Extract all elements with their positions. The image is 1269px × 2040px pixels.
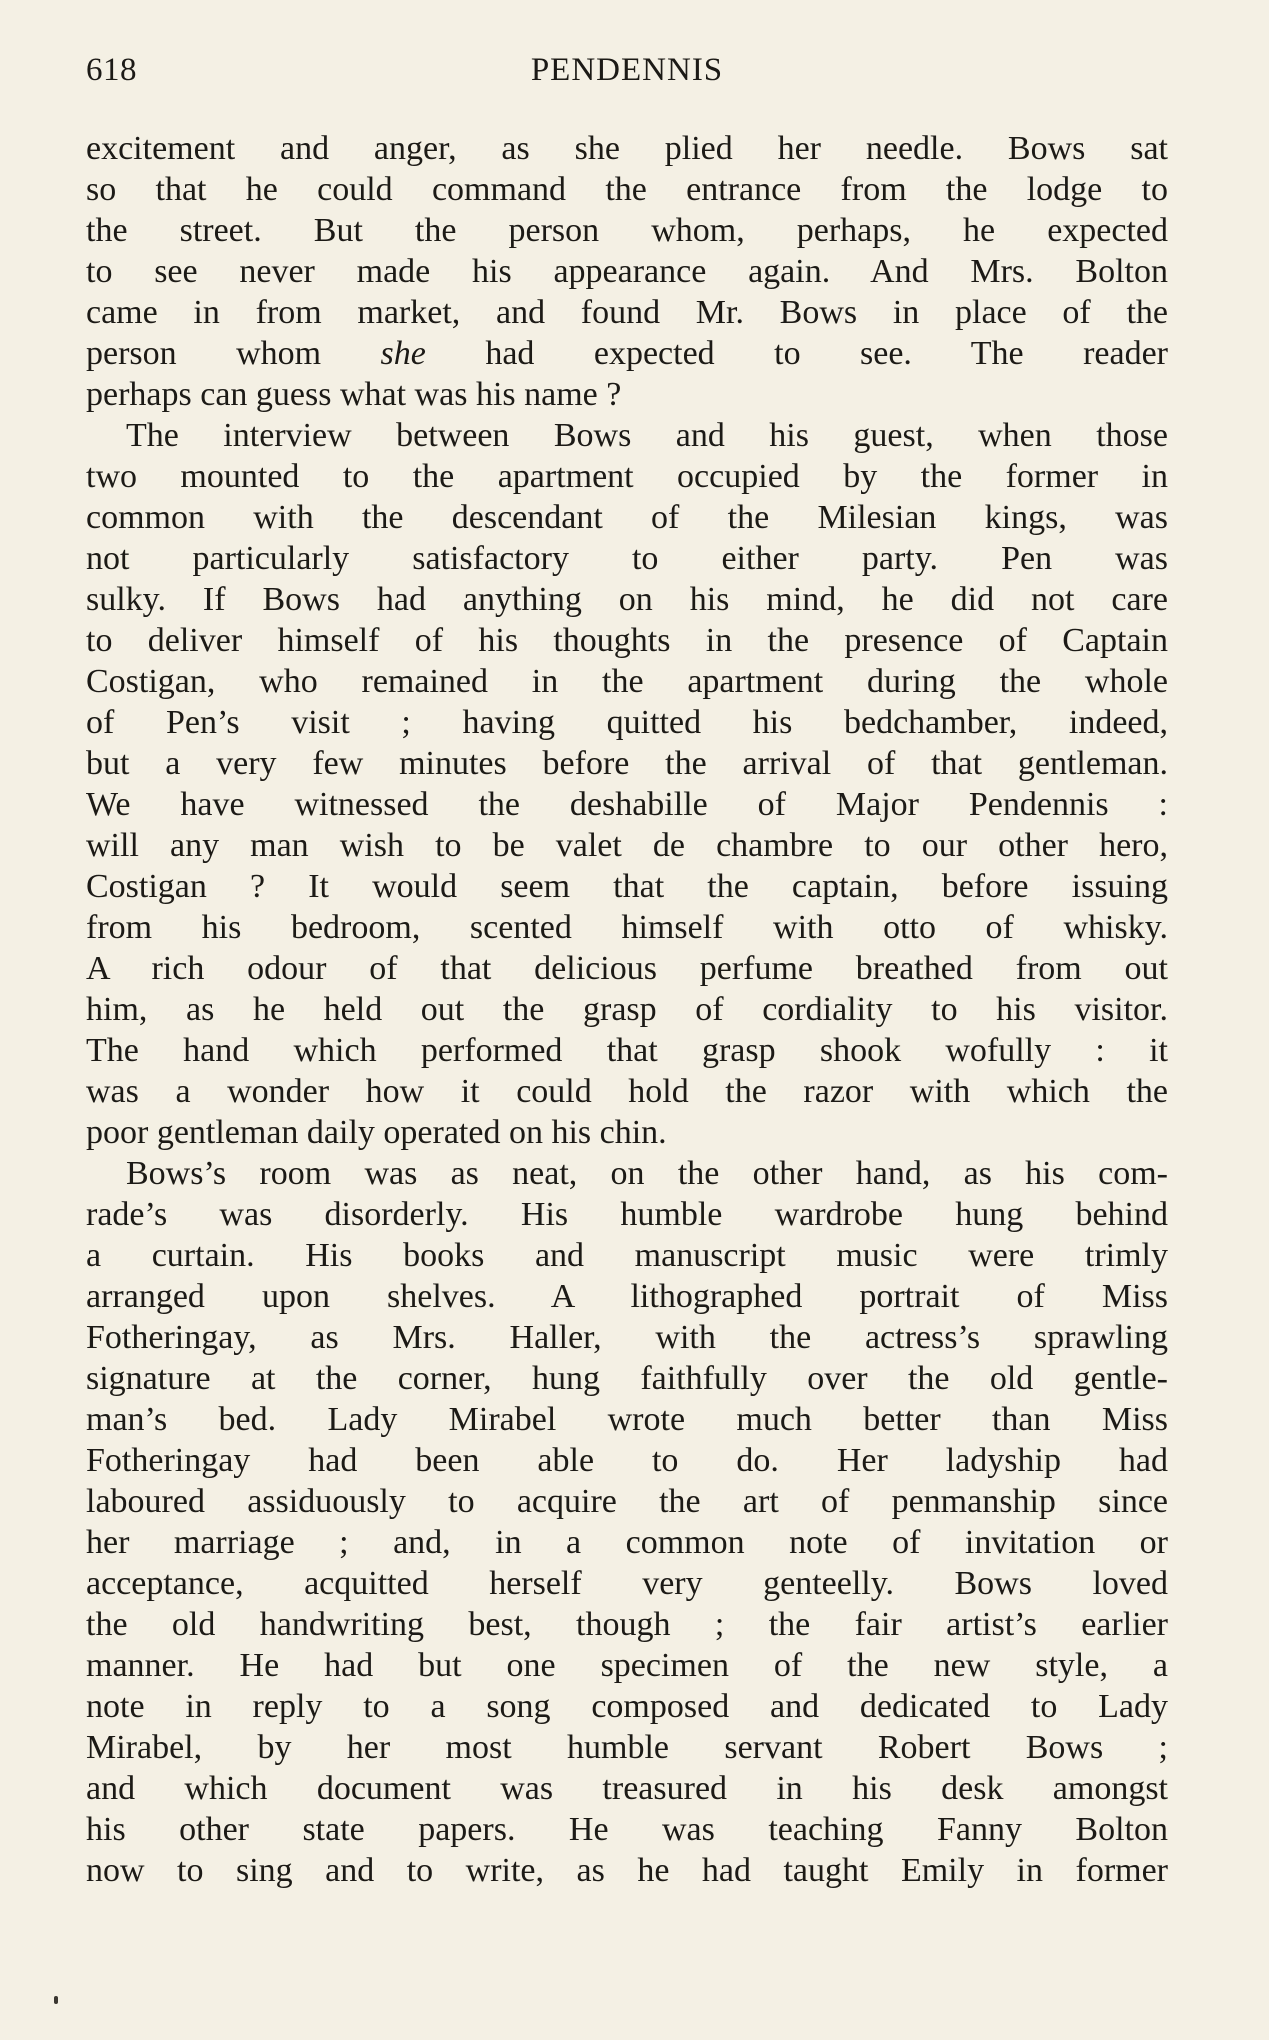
text-line: note in reply to a song composed and dedicated to Lady [86, 1688, 1168, 1725]
text-line: a curtain. His books and manuscript music were trimly [86, 1237, 1168, 1274]
text-line: Costigan, who remained in the apartment during the whole [86, 663, 1168, 700]
text-line: his other state papers. He was teaching Fanny Bolton [86, 1811, 1168, 1848]
text-line: The interview between Bows and his guest, when those [126, 417, 1168, 454]
text-line: rade’s was disorderly. His humble wardrobe hung behind [86, 1196, 1168, 1233]
text-line: now to sing and to write, as he had taught Emily in former [86, 1852, 1168, 1889]
text-line: signature at the corner, hung faithfully over the old gentle- [86, 1360, 1168, 1397]
text-line: A rich odour of that delicious perfume breathed from out [86, 950, 1168, 987]
running-head [86, 52, 1168, 96]
text-line: the street. But the person whom, perhaps, he expected [86, 212, 1168, 249]
text-line: came in from market, and found Mr. Bows in place of the [86, 294, 1168, 331]
text-line: Fotheringay, as Mrs. Haller, with the actress’s sprawling [86, 1319, 1168, 1356]
text-line: perhaps can guess what was his name ? [86, 376, 622, 413]
text-line: sulky. If Bows had anything on his mind, he did not care [86, 581, 1168, 618]
text-segment: had expected to see. The reader [425, 335, 1168, 372]
emphasized-word: she [380, 335, 426, 372]
text-line: Costigan ? It would seem that the captain, before issuing [86, 868, 1168, 905]
text-line: arranged upon shelves. A lithographed portrait of Miss [86, 1278, 1168, 1315]
text-line: not particularly satisfactory to either party. Pen was [86, 540, 1168, 577]
text-line: the old handwriting best, though ; the fair artist’s earlier [86, 1606, 1168, 1643]
text-line: will any man wish to be valet de chambre to our other hero, [86, 827, 1168, 864]
text-line: Mirabel, by her most humble servant Robert Bows ; [86, 1729, 1168, 1766]
text-line: her marriage ; and, in a common note of invitation or [86, 1524, 1168, 1561]
text-line: acceptance, acquitted herself very genteelly. Bows loved [86, 1565, 1168, 1602]
body-text [86, 128, 1168, 1891]
text-line: manner. He had but one specimen of the new style, a [86, 1647, 1168, 1684]
text-line: man’s bed. Lady Mirabel wrote much better than Miss [86, 1401, 1168, 1438]
text-line: to see never made his appearance again. And Mrs. Bolton [86, 253, 1168, 290]
text-line: of Pen’s visit ; having quitted his bedchamber, indeed, [86, 704, 1168, 741]
text-line: excitement and anger, as she plied her needle. Bows sat [86, 130, 1168, 167]
text-segment: person whom [86, 335, 381, 372]
text-line: was a wonder how it could hold the razor with which the [86, 1073, 1168, 1110]
text-line: Fotheringay had been able to do. Her ladyship had [86, 1442, 1168, 1479]
text-line: and which document was treasured in his desk amongst [86, 1770, 1168, 1807]
text-line: two mounted to the apartment occupied by the former in [86, 458, 1168, 495]
text-line: The hand which performed that grasp shook wofully : it [86, 1032, 1168, 1069]
printer-mark [54, 1996, 58, 2004]
text-line: but a very few minutes before the arrival of that gentleman. [86, 745, 1168, 782]
text-line: laboured assiduously to acquire the art of penmanship since [86, 1483, 1168, 1520]
text-line: him, as he held out the grasp of cordiality to his visitor. [86, 991, 1168, 1028]
text-line: We have witnessed the deshabille of Major Pendennis : [86, 786, 1168, 823]
text-line: Bows’s room was as neat, on the other hand, as his com- [126, 1155, 1168, 1192]
page-number: 618 [86, 52, 137, 88]
text-line: from his bedroom, scented himself with otto of whisky. [86, 909, 1168, 946]
text-line: poor gentleman daily operated on his chin. [86, 1114, 667, 1151]
text-line: so that he could command the entrance from the lodge to [86, 171, 1168, 208]
text-line: to deliver himself of his thoughts in the presence of Captain [86, 622, 1168, 659]
text-line: common with the descendant of the Milesian kings, was [86, 499, 1168, 536]
running-title: PENDENNIS [530, 52, 724, 88]
text-line [86, 333, 1168, 374]
